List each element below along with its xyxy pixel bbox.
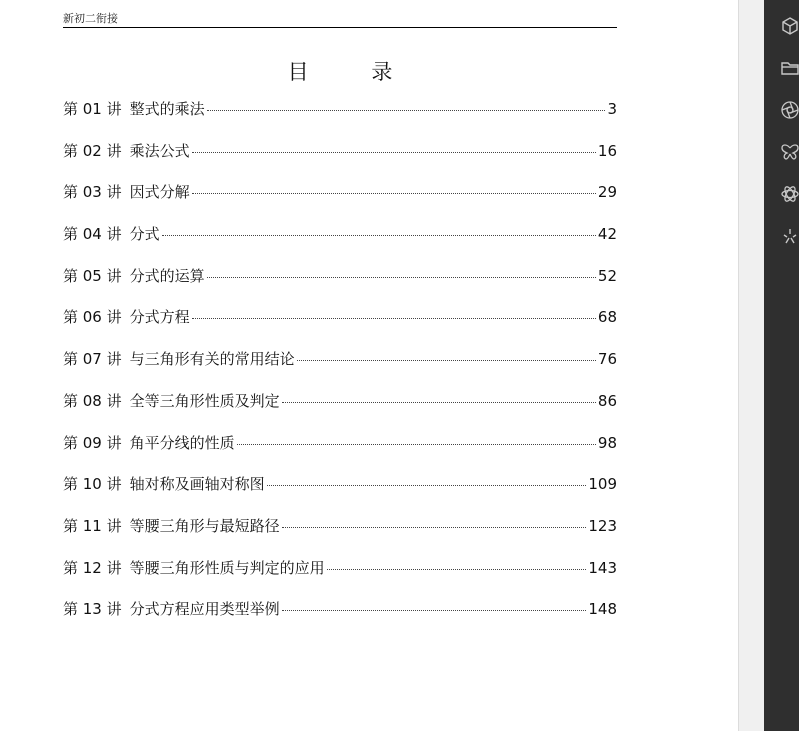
toc-entry-number: 第 06 讲 — [63, 308, 122, 327]
toc-dot-leader — [192, 193, 596, 194]
toc-entry-page: 123 — [588, 516, 617, 535]
toc-entry[interactable] — [63, 473, 617, 515]
right-toolbar — [764, 0, 799, 731]
toc-entry-page: 3 — [607, 100, 617, 118]
toc-entry-number: 第 09 讲 — [63, 433, 122, 452]
toc-title: 目 录 — [287, 60, 421, 84]
toc-entry-page: 86 — [597, 391, 617, 410]
aperture-icon[interactable] — [780, 100, 799, 120]
toc-entry-number: 第 02 讲 — [63, 141, 122, 160]
toc-dot-leader — [282, 402, 596, 403]
toc-entry-page: 148 — [588, 600, 617, 619]
toc-entry[interactable] — [63, 181, 617, 223]
toc-entry-number: 第 10 讲 — [63, 475, 122, 494]
toc-entry[interactable] — [63, 390, 617, 432]
toc-dot-leader — [192, 318, 596, 319]
toc-entry-number: 第 04 讲 — [63, 225, 122, 244]
toc-entry-name: 整式的乘法 — [129, 100, 205, 118]
toc-entry-name: 角平分线的性质 — [129, 433, 235, 452]
header-text: 新初二衔接 — [63, 12, 118, 25]
toc-entry-name: 与三角形有关的常用结论 — [129, 350, 295, 369]
toc-entry-page: 76 — [597, 350, 617, 369]
butterfly-icon[interactable] — [780, 142, 799, 162]
toc-entry-page: 42 — [597, 225, 617, 244]
toc-entry-page: 143 — [588, 558, 617, 577]
toc-entry-number: 第 12 讲 — [63, 558, 122, 577]
cube-icon[interactable] — [780, 16, 799, 36]
toc-dot-leader — [207, 110, 606, 111]
toc-entry-name: 全等三角形性质及判定 — [129, 391, 280, 410]
toc-entry[interactable] — [63, 598, 617, 640]
toc-entry[interactable] — [63, 557, 617, 599]
toc-entry-name: 等腰三角形性质与判定的应用 — [129, 558, 325, 577]
toc-entry-number: 第 08 讲 — [63, 391, 122, 410]
toc-entry[interactable] — [63, 306, 617, 348]
toc-entry[interactable] — [63, 432, 617, 474]
toc-entry-name: 分式方程 — [129, 308, 190, 327]
toc-dot-leader — [192, 152, 596, 153]
toc-entry[interactable] — [63, 348, 617, 390]
toc-entry-page: 68 — [597, 308, 617, 327]
atom-icon[interactable] — [780, 184, 799, 204]
toc-dot-leader — [162, 235, 596, 236]
toc-entry[interactable] — [63, 223, 617, 265]
toc-entry-number: 第 05 讲 — [63, 266, 122, 285]
toc-entry-name: 分式 — [129, 225, 160, 244]
toc-entry-page: 29 — [597, 183, 617, 202]
toc-dot-leader — [282, 527, 587, 528]
toc-dot-leader — [282, 610, 587, 611]
toc-entry-name: 因式分解 — [129, 183, 190, 202]
toc-entry-page: 52 — [597, 266, 617, 285]
toc-dot-leader — [207, 277, 596, 278]
toc-entry-page: 16 — [597, 141, 617, 160]
toc-entry-page: 98 — [597, 433, 617, 452]
toc-dot-leader — [297, 360, 596, 361]
toc-dot-leader — [237, 444, 596, 445]
toc-entry[interactable] — [63, 140, 617, 182]
toc-dot-leader — [327, 569, 587, 570]
toc-entry-page: 109 — [588, 475, 617, 494]
toc-entry[interactable] — [63, 265, 617, 307]
toc-entry-number: 第 13 讲 — [63, 600, 122, 619]
toc-entry-number: 第 03 讲 — [63, 183, 122, 202]
toc-entry-number: 第 11 讲 — [63, 516, 122, 535]
table-of-contents — [63, 98, 617, 640]
sparkle-icon[interactable] — [780, 226, 799, 246]
toc-entry-name: 分式方程应用类型举例 — [129, 600, 280, 619]
scroll-gutter[interactable] — [738, 0, 765, 731]
toc-entry-number: 第 01 讲 — [63, 100, 122, 118]
toc-entry-name: 乘法公式 — [129, 141, 190, 160]
toc-entry-name: 分式的运算 — [129, 266, 205, 285]
toc-entry-number: 第 07 讲 — [63, 350, 122, 369]
toc-entry-name: 等腰三角形与最短路径 — [129, 516, 280, 535]
toc-entry[interactable] — [63, 515, 617, 557]
toc-dot-leader — [267, 485, 587, 486]
toc-entry[interactable] — [63, 98, 617, 140]
toc-entry-name: 轴对称及画轴对称图 — [129, 475, 265, 494]
page-header — [63, 9, 617, 28]
folder-icon[interactable] — [780, 58, 799, 78]
